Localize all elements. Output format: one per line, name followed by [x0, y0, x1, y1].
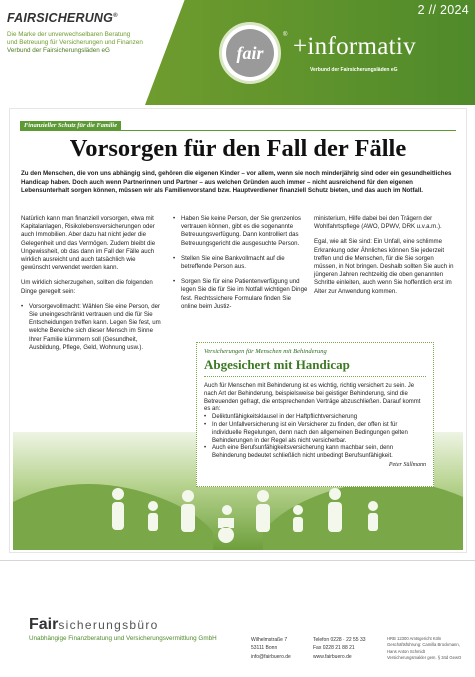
footer-contact [313, 636, 366, 661]
footer-phone: Telefon 0228 · 22 55 33 [313, 637, 366, 643]
bullet-item: • Stellen Sie eine Bankvollmacht auf die betreffende Person aus. [173, 255, 309, 271]
footer-website[interactable]: www.fairbuero.de [313, 653, 352, 660]
paragraph: Natürlich kann man finanziell vorsorgen, etwa mit Kapitalanlagen, Risikolebensversicherungen oder auch Immobilien. Aber dazu hat nicht jeder die Gelegenheit und das Vermögen. Zudem bleibt die Ungewissheit, ob das dann im Fall der Fälle auch wirklich ausreicht und auch tatsächlich wie gewünscht verwendet werden kann. [21, 215, 156, 272]
article-column-3 [314, 215, 456, 303]
inset-author: Peter Süllmann [388, 461, 426, 468]
bullet-item: • Sorgen Sie für eine Patientenverfügung und legen Sie die für Sie im Notfall wichtigen Dinge fest. Rechtssichere Formulare finden Sie online beim Justiz- [173, 278, 309, 311]
fair-logo [219, 22, 281, 84]
logo-registered: ® [283, 32, 288, 38]
paragraph: Um wirklich sicherzugehen, sollten die folgenden Dinge geregelt sein: [21, 279, 153, 295]
inset-intro: Auch für Menschen mit Behinderung ist es wichtig, richtig versichert zu sein. Je nach Art der Behinderung, beispielsweise bei geistiger Behinderung, sind die Betreuenden gefragt, die entsprechenden Verträge abzuschließen. Darauf kommt es an: [204, 383, 421, 413]
inset-title: Abgesichert mit Handicap [204, 357, 426, 377]
brand-name: FAIRSICHERUNG® [7, 11, 118, 25]
article-column-2 [173, 215, 309, 318]
section-divider [20, 130, 456, 131]
inset-bullet: • Auch eine Berufsunfähigkeitsversicherung kann machbar sein, denn Behinderung bedeutet schließlich nicht unbedingt Berufsunfähigkeit. [204, 445, 426, 461]
magazine-title: +informativ [293, 33, 416, 60]
footer-address: Wilhelmstraße 7 53111 Bonn info@fairbuero.de [251, 637, 291, 660]
fair-logo-text: fair [226, 29, 274, 77]
inset-kicker: Versicherungen für Menschen mit Behinderung [204, 348, 327, 355]
section-label: Finanzieller Schutz für die Familie [20, 121, 121, 130]
article-lead: Zu den Menschen, die von uns abhängig sind, gehören die eigenen Kinder – vor allem, wenn sie noch minderjährig sind oder ein gesundheitliches Handicap haben. Doch auch wenn Partnerinnen und Partner – aus welchen Gründen auch immer – nicht ausreichend für den eigenen Lebensunterhalt sorgen können, müssen wir als Familienvorstand bzw. Hauptverdiener finanziell Schutz bieten, und das auch im Notfall. [21, 170, 452, 195]
bullet-item: • Haben Sie keine Person, der Sie grenzenlos vertrauen können, gibt es die sogenannte Betreuungsverfügung. Dann kontrolliert das Betreuungsgericht die ausgesuchte Person. [173, 215, 309, 248]
magazine-subtitle: Verbund der Fairsicherungsläden eG [310, 67, 398, 73]
inset-bullet: • In der Unfallversicherung ist ein Versicherer zu finden, der offen ist für individuelle Regelungen, denn nach den allgemeinen Bedingungen gelten Behinderungen in der Regel als nicht versicherbar. [204, 422, 426, 445]
footer-email[interactable]: info@fairbuero.de [251, 653, 291, 660]
inset-box [196, 342, 434, 487]
paragraph: ministerium, Hilfe dabei bei den Trägern der Wohlfahrtspflege (AWO, DPWV, DRK u.v.a.m.). [314, 215, 442, 231]
right-hand-shape [263, 481, 463, 550]
footer-fax: Fax 0228 21 88 21 [313, 645, 355, 652]
footer-legal: HRB 12300 Amtsgericht Köln Geschäftsführung: Camilla Brockmann, Hans Anton Schmidt Versicherungsmakler gem. § 34d GewO [387, 636, 462, 661]
article-title: Vorsorgen für den Fall der Fälle [69, 135, 407, 162]
inset-body [204, 383, 426, 461]
footer-logo: Fairsicherungsbüro [29, 616, 159, 633]
issue-number: 2 // 2024 [417, 3, 469, 17]
article-column-1 [21, 215, 166, 359]
footer-tagline: Unabhängige Finanzberatung und Versicherungsvermittlung GmbH [29, 635, 217, 642]
brand-tagline: Die Marke der unverwechselbaren Beratung und Betreuung für Versicherungen und Finanzen Verbund der Fairsicherungsläden eG [7, 31, 143, 54]
inset-bullet: • Deliktunfähigkeitsklausel in der Haftpflichtversicherung [204, 414, 426, 422]
paragraph: Egal, wie alt Sie sind: Ein Unfall, eine schlimme Erkrankung oder Ähnliches können Sie jederzeit treffen und die Menschen, für die Sie sorgen müssen, in Not bringen. Deshalb sollten Sie auch in jüngeren Jahren rechtzeitig die oben genannten Schritte einleiten, auch wenn Sie hoffentlich erst im Alter zur Anwendung kommen. [314, 238, 454, 295]
footer-divider [0, 560, 475, 561]
bullet-item: • Vorsorgevollmacht: Wählen Sie eine Person, der Sie uneingeschränkt vertrauen und die für Sie Entscheidungen treffen kann. Legen Sie fest, um welche Bereiche sich dieser Mensch im Sinne Ihrer Familie kümmern soll (Gesundheit, Ausbildung, Pflege, Geld, Wohnung usw.). [21, 303, 166, 352]
